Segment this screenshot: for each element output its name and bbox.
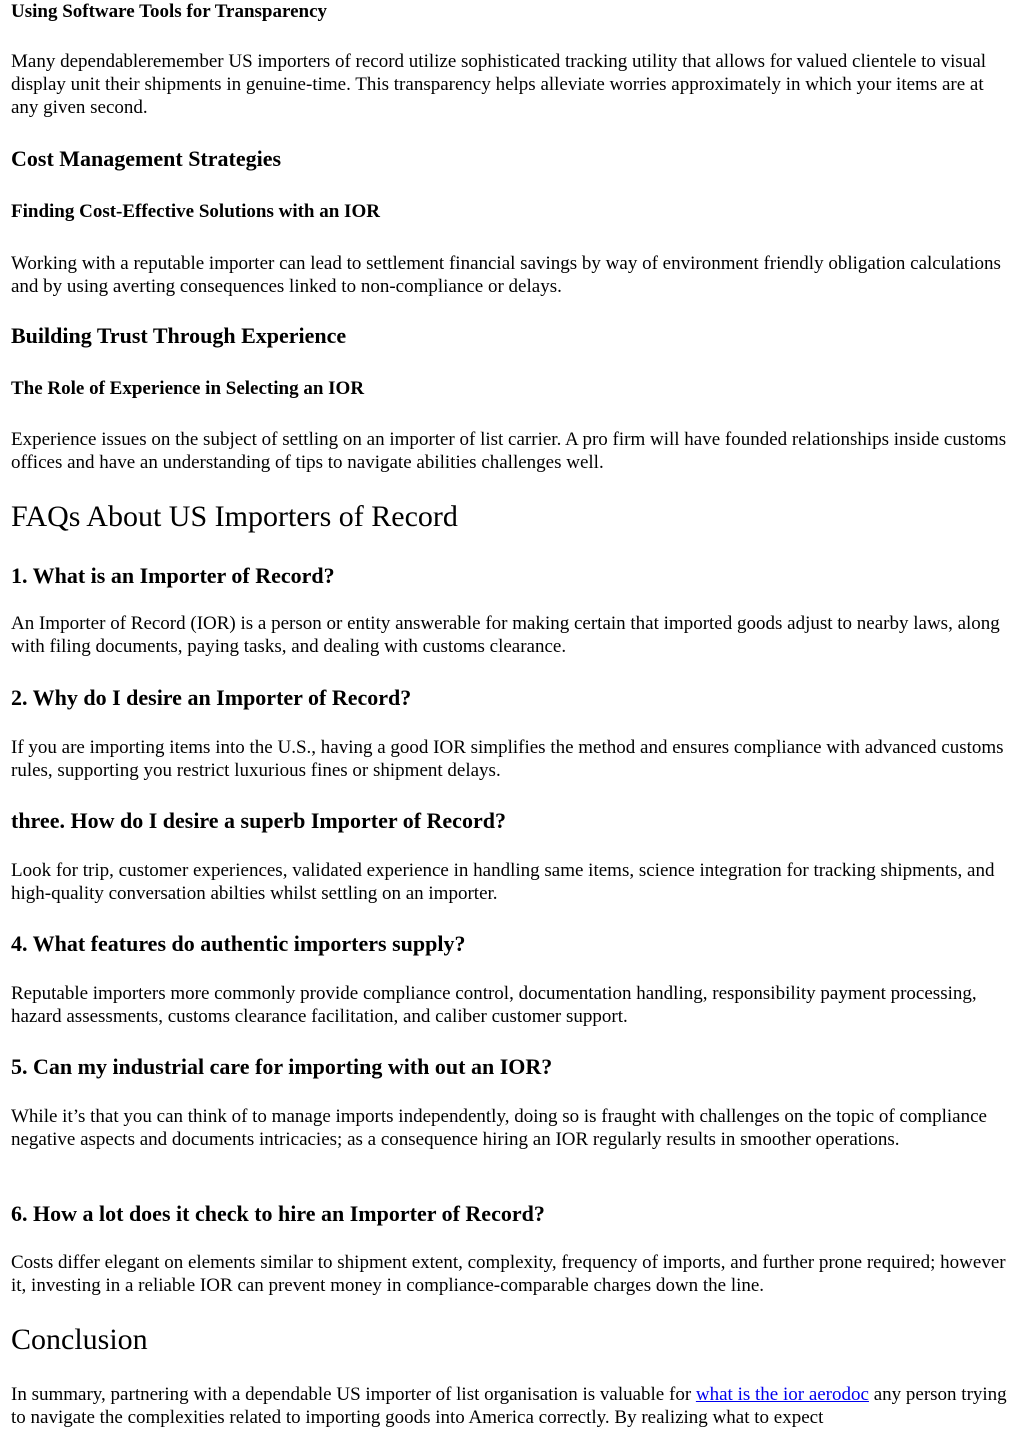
- heading-role-of-experience: The Role of Experience in Selecting an IOR: [11, 378, 365, 399]
- faq-answer-4: Reputable importers more commonly provide compliance control, documentation handling, responsibility payment processing, hazard assessments, customs clearance facilitation, and caliber customer support.: [11, 983, 977, 1027]
- heading-conclusion: Conclusion: [11, 1323, 148, 1356]
- conclusion-text-before: In summary, partnering with a dependable US importer of list organisation is valuable for: [11, 1384, 696, 1405]
- faq-answer-5: While it’s that you can think of to manage imports independently, doing so is fraught with challenges on the topic of compliance negative aspects and documents intricacies; as a consequence hiring an IOR regularly results in smoother operations.: [11, 1106, 987, 1150]
- faq-question-2: 2. Why do I desire an Importer of Record?: [11, 685, 412, 710]
- faq-question-1: 1. What is an Importer of Record?: [11, 563, 335, 588]
- paragraph-cost-savings: Working with a reputable importer can lead to settlement financial savings by way of environment friendly obligation calculations and by using averting consequences linked to non-compliance or delays.: [11, 253, 1001, 297]
- faq-question-5: 5. Can my industrial care for importing with out an IOR?: [11, 1054, 553, 1079]
- paragraph-experience: Experience issues on the subject of settling on an importer of list carrier. A pro firm will have founded relationships inside customs offices and have an understanding of tips to navigate abilities challenges well.: [11, 429, 1007, 473]
- paragraph-conclusion: [11, 1383, 1013, 1429]
- conclusion-text-after: any person trying to navigate the complexities related to importing goods into America correctly. By realizing what to expect: [11, 1384, 1007, 1428]
- heading-faqs: FAQs About US Importers of Record: [11, 500, 458, 533]
- faq-answer-1: An Importer of Record (IOR) is a person or entity answerable for making certain that imported goods adjust to nearby laws, along with filing documents, paying tasks, and dealing with customs clearance.: [11, 613, 1000, 657]
- aerodoc-link[interactable]: what is the ior aerodoc: [695, 1384, 869, 1405]
- faq-question-3: three. How do I desire a superb Importer of Record?: [11, 808, 506, 833]
- faq-answer-2: If you are importing items into the U.S., having a good IOR simplifies the method and ensures compliance with advanced customs rules, supporting you restrict luxurious fines or shipment delays.: [11, 737, 1004, 781]
- faq-question-6: 6. How a lot does it check to hire an Importer of Record?: [11, 1201, 545, 1226]
- faq-question-4: 4. What features do authentic importers supply?: [11, 931, 466, 956]
- heading-cost-effective: Finding Cost-Effective Solutions with an IOR: [11, 201, 380, 222]
- heading-cost-management: Cost Management Strategies: [11, 146, 282, 171]
- heading-software-tools: Using Software Tools for Transparency: [11, 1, 328, 22]
- heading-building-trust: Building Trust Through Experience: [11, 323, 347, 348]
- faq-answer-6: Costs differ elegant on elements similar to shipment extent, complexity, frequency of imports, and further prone required; however it, investing in a reliable IOR can prevent money in compliance-comparable charges down the line.: [11, 1252, 1006, 1296]
- faq-answer-3: Look for trip, customer experiences, validated experience in handling same items, science integration for tracking shipments, and high-quality conversation abilties whilst settling on an importer.: [11, 860, 995, 904]
- paragraph-transparency: Many dependableremember US importers of record utilize sophisticated tracking utility that allows for valued clientele to visual display unit their shipments in genuine-time. This transparency helps alleviate worries approximately in which your items are at any given second.: [11, 51, 987, 118]
